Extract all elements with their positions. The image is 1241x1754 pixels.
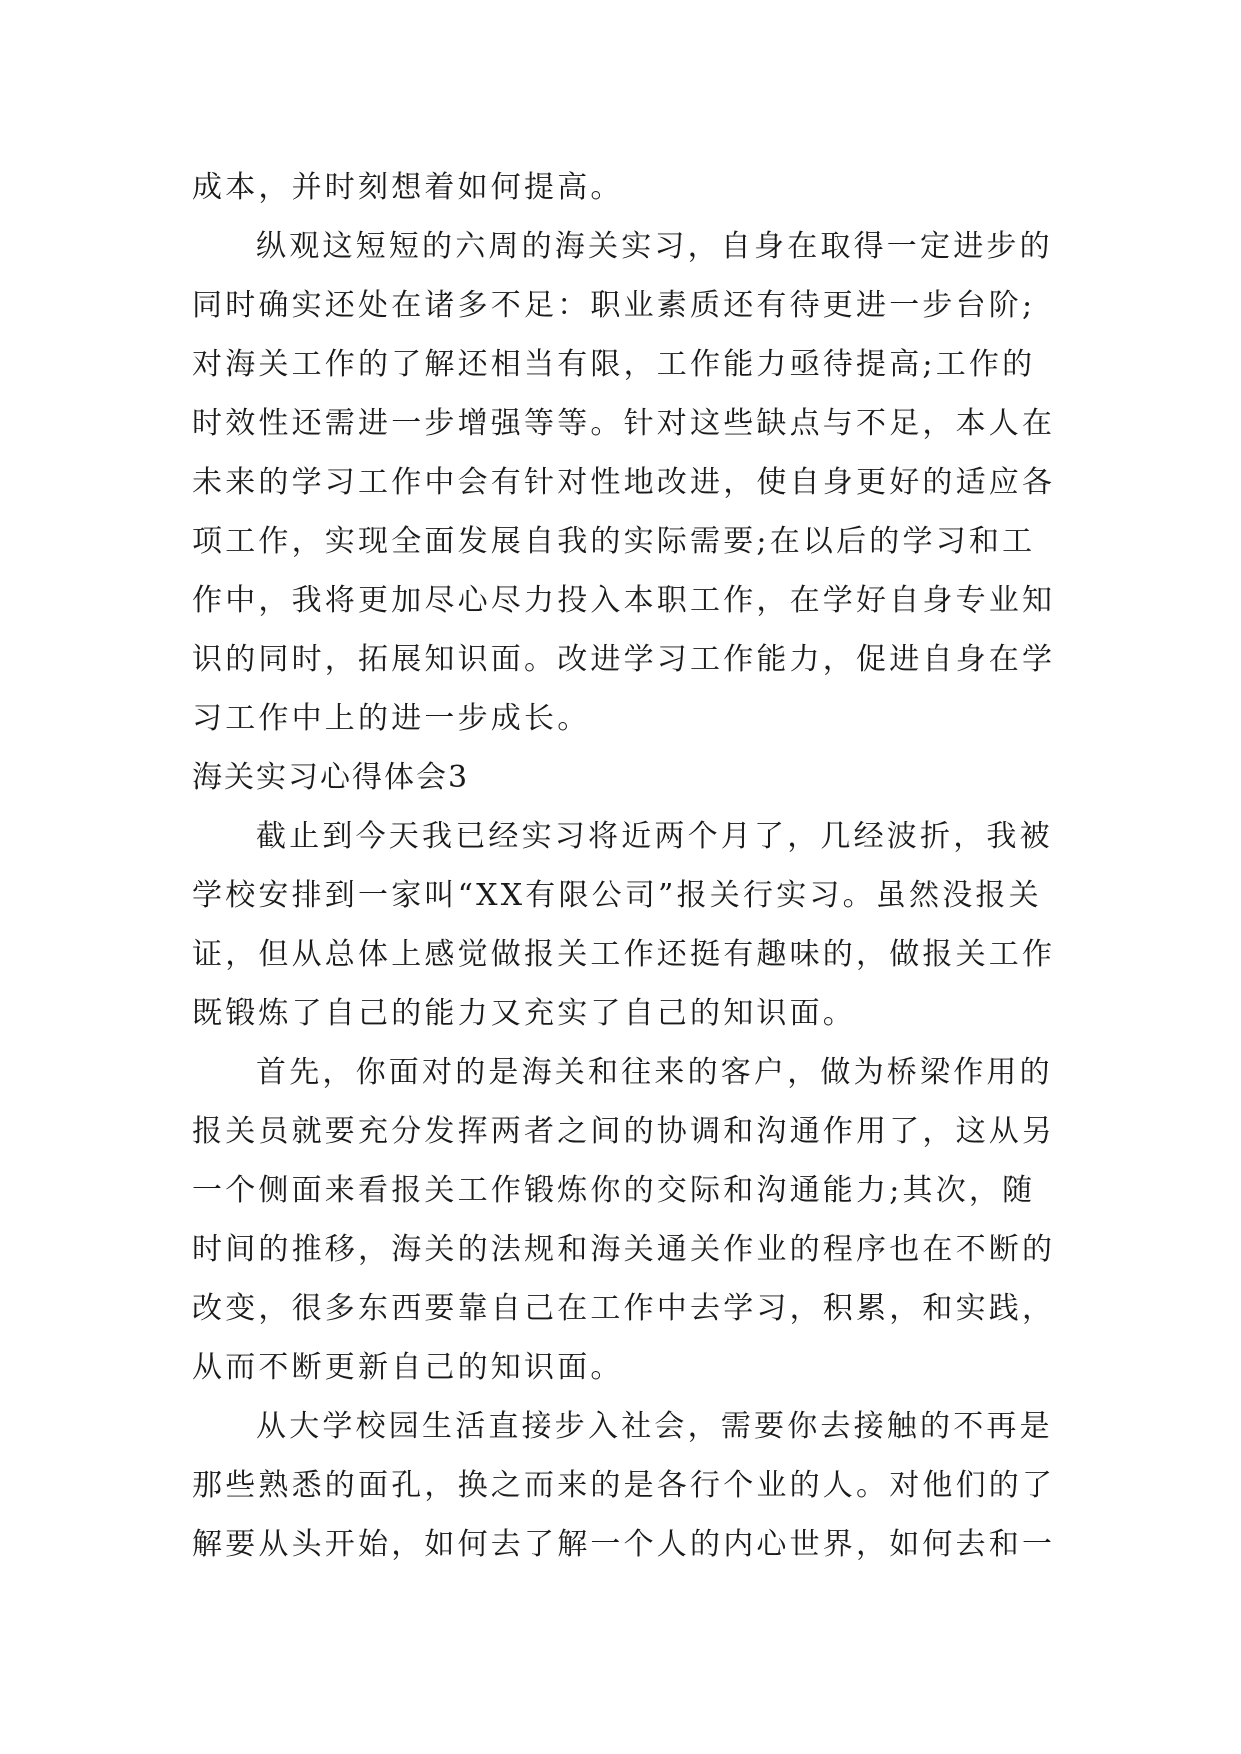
document-body bbox=[192, 158, 1054, 1574]
text-line: 一个侧面来看报关工作锻炼你的交际和沟通能力;其次，随 bbox=[192, 1173, 1036, 1208]
text-line: 改变，很多东西要靠自己在工作中去学习，积累，和实践， bbox=[192, 1291, 1056, 1326]
text-line: 成本，并时刻想着如何提高。 bbox=[192, 170, 624, 205]
paragraph-start-line: 从大学校园生活直接步入社会，需要你去接触的不再是 bbox=[256, 1409, 1053, 1444]
text-line: 作中，我将更加尽心尽力投入本职工作，在学好自身专业知 bbox=[192, 583, 1056, 618]
text-line: 报关员就要充分发挥两者之间的协调和沟通作用了，这从另 bbox=[192, 1114, 1056, 1149]
text-line: 识的同时，拓展知识面。改进学习工作能力，促进自身在学 bbox=[192, 642, 1056, 677]
paragraph-start-line: 截止到今天我已经实习将近两个月了，几经波折，我被 bbox=[256, 819, 1053, 854]
text-line: 未来的学习工作中会有针对性地改进，使自身更好的适应各 bbox=[192, 465, 1056, 500]
text-line: 从而不断更新自己的知识面。 bbox=[192, 1350, 624, 1385]
text-line: 同时确实还处在诸多不足：职业素质还有待更进一步台阶; bbox=[192, 288, 1036, 323]
text-line: 那些熟悉的面孔，换之而来的是各行个业的人。对他们的了 bbox=[192, 1468, 1056, 1503]
text-line: 既锻炼了自己的能力又充实了自己的知识面。 bbox=[192, 996, 856, 1031]
paragraph-start-line: 首先，你面对的是海关和往来的客户，做为桥梁作用的 bbox=[256, 1055, 1053, 1090]
text-line: 时间的推移，海关的法规和海关通关作业的程序也在不断的 bbox=[192, 1232, 1056, 1267]
text-line: 时效性还需进一步增强等等。针对这些缺点与不足，本人在 bbox=[192, 406, 1056, 441]
text-line: 项工作，实现全面发展自我的实际需要;在以后的学习和工 bbox=[192, 524, 1036, 559]
section-heading: 海关实习心得体会3 bbox=[192, 760, 470, 795]
text-line: 证，但从总体上感觉做报关工作还挺有趣味的，做报关工作 bbox=[192, 937, 1056, 972]
text-line: 习工作中上的进一步成长。 bbox=[192, 701, 591, 736]
text-line: 学校安排到一家叫“XX有限公司”报关行实习。虽然没报关 bbox=[192, 878, 1042, 913]
paragraph-start-line: 纵观这短短的六周的海关实习，自身在取得一定进步的 bbox=[256, 229, 1053, 264]
text-line: 解要从头开始，如何去了解一个人的内心世界，如何去和一 bbox=[192, 1527, 1056, 1562]
text-line: 对海关工作的了解还相当有限，工作能力亟待提高;工作的 bbox=[192, 347, 1036, 382]
